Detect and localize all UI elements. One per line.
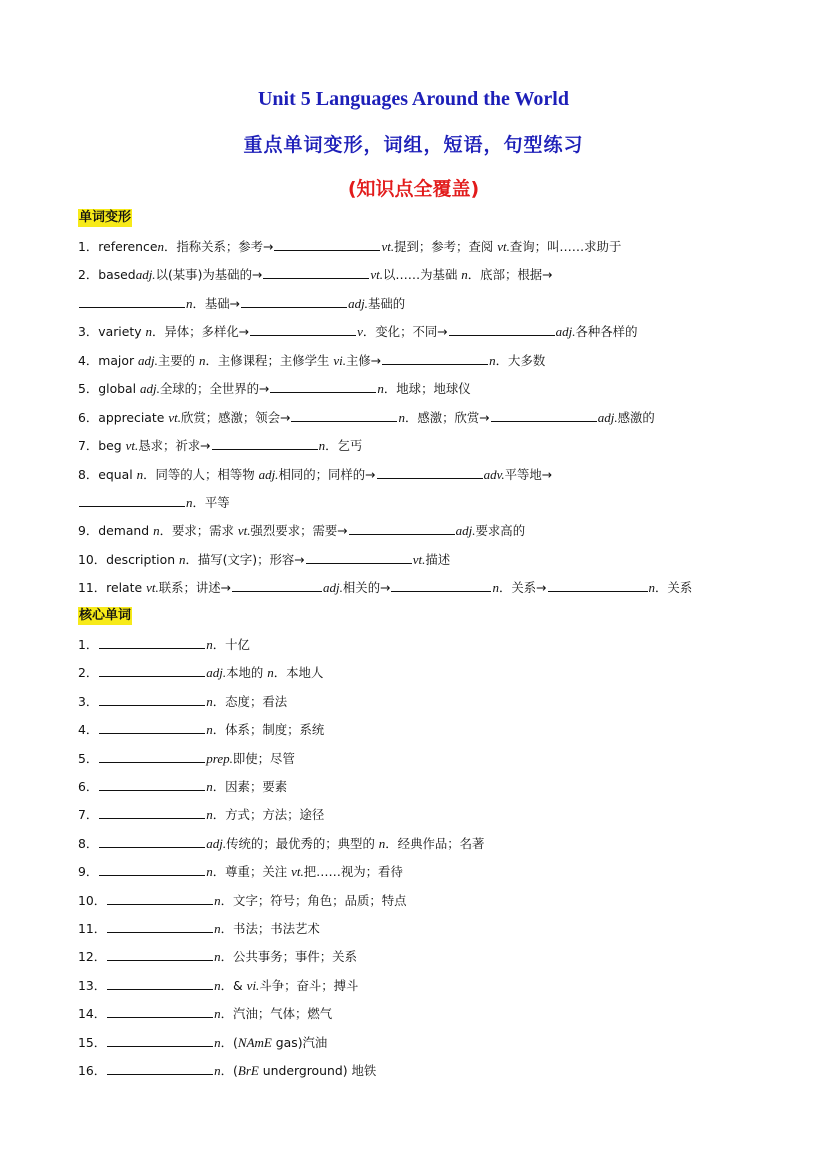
answer-blank[interactable] xyxy=(548,578,648,592)
part-of-speech: adj. xyxy=(206,665,227,681)
word-form-item-5: 5．global adj.全球的；全世界的→ n．地球；地球仪 xyxy=(78,381,471,396)
answer-blank[interactable] xyxy=(99,862,205,876)
word-form-item-1: 1．referencen．指称关系；参考→ vt.提到；参考；查阅 vt.查询；叫……求助于 xyxy=(78,239,622,254)
definition: 斗争；奋斗；搏斗 xyxy=(259,977,359,993)
definition: gas)汽油 xyxy=(271,1034,328,1050)
part-of-speech: n xyxy=(206,637,213,652)
word-form-item-4: 4．major adj.主要的 n．主修课程；主修学生 vi.主修→ n．大多数 xyxy=(78,353,546,368)
word-form-item-8: 8．equal n．同等的人；相等物 adj.相同的；同样的→ adv.平等地→ xyxy=(78,467,553,482)
definition: ．& xyxy=(220,977,247,993)
core-word-item xyxy=(78,1061,376,1080)
part-of-speech: n xyxy=(206,693,213,709)
part-of-speech: n xyxy=(214,921,221,936)
definition: 传统的；最优秀的；典型的 xyxy=(226,835,379,851)
page-title: Unit 5 Languages Around the World xyxy=(257,88,569,110)
answer-blank[interactable] xyxy=(79,493,185,507)
section-core-words: 核心单词 xyxy=(79,608,132,623)
answer-blank[interactable] xyxy=(377,465,483,479)
part-of-speech: n xyxy=(206,722,213,738)
definition: ．方式；方法；途径 xyxy=(212,807,325,823)
item-number: 11． xyxy=(78,921,107,936)
answer-blank[interactable] xyxy=(349,521,455,535)
answer-blank[interactable] xyxy=(79,294,185,308)
definition: ．书法；书法艺术 xyxy=(220,921,320,936)
item-number: 6． xyxy=(78,779,99,794)
answer-blank[interactable] xyxy=(241,294,347,308)
word-form-item-2-cont: n．基础→ adj.基础的 xyxy=(78,294,405,313)
word-form-item-8-cont: n．平等 xyxy=(78,493,230,512)
core-word-item xyxy=(78,692,287,711)
core-word-item xyxy=(78,749,295,768)
answer-blank[interactable] xyxy=(270,379,376,393)
core-word-item xyxy=(78,976,358,995)
definition: ．经典作品；名著 xyxy=(385,835,485,851)
answer-blank[interactable] xyxy=(107,1004,213,1018)
item-number: 3． xyxy=(78,693,99,709)
core-word-item xyxy=(78,862,403,881)
core-word-item xyxy=(78,891,407,910)
definition: ．文字；符号；角色；品质；特点 xyxy=(220,892,407,908)
answer-blank[interactable] xyxy=(263,265,369,279)
answer-blank[interactable] xyxy=(107,1033,213,1047)
answer-blank[interactable] xyxy=(212,436,318,450)
item-number: 1． xyxy=(78,637,99,652)
answer-blank[interactable] xyxy=(99,777,205,791)
answer-blank[interactable] xyxy=(250,322,356,336)
definition: ．尊重；关注 xyxy=(212,864,292,880)
item-number: 14． xyxy=(78,1006,107,1022)
core-word-item xyxy=(78,834,484,853)
core-word-item xyxy=(78,635,250,654)
definition: ．态度；看法 xyxy=(212,693,288,709)
part-of-speech: adj. xyxy=(206,835,227,851)
core-word-item xyxy=(78,919,320,938)
word-form-item-3: 3．variety n．异体；多样化→ v．变化；不同→ adj.各种各样的 xyxy=(78,324,638,339)
item-number: 4． xyxy=(78,722,99,738)
section-word-forms: 单词变形 xyxy=(79,210,132,225)
definition: 本地的 xyxy=(226,665,268,681)
word-form-item-10: 10．description n．描写(文字)；形容→ vt.描述 xyxy=(78,552,451,567)
core-word-item xyxy=(78,1033,327,1052)
definition: ．体系；制度；系统 xyxy=(212,722,325,738)
answer-blank[interactable] xyxy=(107,891,213,905)
definition: ．本地人 xyxy=(273,665,324,681)
definition: ．( xyxy=(220,1063,238,1078)
definition: 把……视为；看待 xyxy=(303,864,403,880)
item-number: 12． xyxy=(78,949,107,965)
coverage-note: (知识点全覆盖) xyxy=(347,178,480,200)
core-word-item xyxy=(78,663,323,682)
page-subtitle: 重点单词变形，词组，短语，句型练习 xyxy=(243,134,584,156)
answer-blank[interactable] xyxy=(449,322,555,336)
answer-blank[interactable] xyxy=(99,749,205,763)
answer-blank[interactable] xyxy=(99,663,205,677)
answer-blank[interactable] xyxy=(107,1061,213,1075)
core-word-item xyxy=(78,720,324,739)
part-of-speech: vt. xyxy=(291,864,304,880)
answer-blank[interactable] xyxy=(99,834,205,848)
part-of-speech: n xyxy=(378,835,386,851)
answer-blank[interactable] xyxy=(99,692,205,706)
definition: underground) 地铁 xyxy=(258,1063,377,1078)
answer-blank[interactable] xyxy=(107,919,213,933)
answer-blank[interactable] xyxy=(99,805,205,819)
part-of-speech: NAmE xyxy=(237,1034,272,1050)
item-number: 13． xyxy=(78,977,107,993)
part-of-speech: n xyxy=(206,864,213,880)
part-of-speech: n xyxy=(214,1034,221,1050)
core-word-item xyxy=(78,1004,332,1023)
part-of-speech: n xyxy=(214,892,221,908)
definition: ．公共事务；事件；关系 xyxy=(220,949,357,965)
word-form-item-6: 6．appreciate vt.欣赏；感激；领会→ n．感激；欣赏→ adj.感激的 xyxy=(78,410,655,425)
part-of-speech: n xyxy=(214,977,221,993)
answer-blank[interactable] xyxy=(107,947,213,961)
item-number: 5． xyxy=(78,750,99,766)
word-form-item-11: 11．relate vt.联系；讲述→ adj.相关的→ n．关系→ n．关系 xyxy=(78,580,693,595)
item-number: 9． xyxy=(78,864,99,880)
core-word-item xyxy=(78,947,357,966)
answer-blank[interactable] xyxy=(99,720,205,734)
answer-blank[interactable] xyxy=(99,635,205,649)
core-word-item xyxy=(78,777,287,796)
definition: ．汽油；气体；燃气 xyxy=(220,1006,333,1022)
definition: ．( xyxy=(220,1034,238,1050)
answer-blank[interactable] xyxy=(291,408,397,422)
answer-blank[interactable] xyxy=(391,578,491,592)
word-form-item-9: 9．demand n．要求；需求 vt.强烈要求；需要→ adj.要求高的 xyxy=(78,523,526,538)
item-number: 10． xyxy=(78,892,107,908)
part-of-speech: n xyxy=(206,779,213,794)
item-number: 16． xyxy=(78,1063,107,1078)
part-of-speech: vi. xyxy=(246,977,260,993)
item-number: 8． xyxy=(78,835,99,851)
answer-blank[interactable] xyxy=(491,408,597,422)
part-of-speech: n xyxy=(206,807,213,823)
item-number: 2． xyxy=(78,665,99,681)
part-of-speech: BrE xyxy=(237,1063,259,1078)
core-word-item xyxy=(78,805,324,824)
answer-blank[interactable] xyxy=(382,351,488,365)
definition: ．十亿 xyxy=(212,637,250,652)
answer-blank[interactable] xyxy=(107,976,213,990)
part-of-speech: n xyxy=(214,949,221,965)
part-of-speech: n xyxy=(267,665,274,681)
item-number: 7． xyxy=(78,807,99,823)
word-form-item-2: 2．basedadj.以(某事)为基础的→ vt.以……为基础 n．底部；根据→ xyxy=(78,267,553,282)
answer-blank[interactable] xyxy=(306,550,412,564)
item-number: 15． xyxy=(78,1034,107,1050)
part-of-speech: n xyxy=(214,1006,221,1022)
definition: ．因素；要素 xyxy=(212,779,288,794)
part-of-speech: n xyxy=(214,1063,221,1078)
word-form-item-7: 7．beg vt.恳求；祈求→ n．乞丐 xyxy=(78,438,363,453)
answer-blank[interactable] xyxy=(274,237,380,251)
part-of-speech: prep. xyxy=(206,750,233,766)
answer-blank[interactable] xyxy=(232,578,322,592)
definition: 即使；尽管 xyxy=(232,750,295,766)
